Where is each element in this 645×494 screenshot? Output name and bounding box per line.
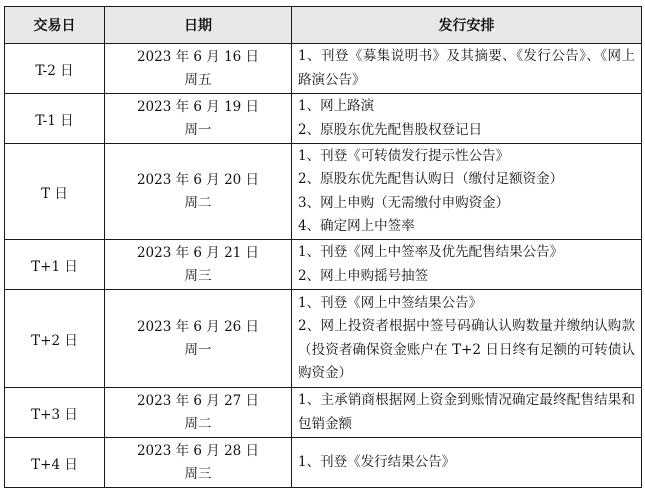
arrangement-item: 2、网上申购摇号抽签 (298, 267, 429, 284)
trading-day-cell: T+3 日 (5, 388, 105, 438)
arrangement-item: 4、确定网上中签率 (298, 218, 415, 234)
table-row (5, 44, 642, 94)
date-cell (105, 44, 292, 94)
table-row (5, 94, 642, 144)
header-date: 日期 (105, 7, 292, 44)
table-row (5, 144, 642, 240)
arrangement-item: 1、刊登《网上中签率及优先配售结果公告》 (298, 244, 564, 260)
arrangement-cell (292, 144, 642, 240)
date-text: 2023 年 6 月 19 日 (136, 98, 260, 115)
trading-day-cell: T+2 日 (5, 290, 105, 388)
table-row (5, 240, 642, 290)
weekday-text: 周三 (184, 465, 212, 482)
arrangement-item: 1、主承销商根据网上资金到账情况确定最终配售结果和包销金额 (298, 392, 635, 432)
date-cell (105, 144, 292, 240)
trading-day-cell: T-1 日 (5, 94, 105, 144)
arrangement-cell (292, 44, 642, 94)
arrangement-cell (292, 388, 642, 438)
arrangement-item: 1、刊登《可转债发行提示性公告》 (298, 147, 510, 164)
arrangement-item: 2、原股东优先配售认购日（缴付足额资金） (298, 171, 564, 187)
weekday-text: 周一 (184, 121, 212, 138)
date-text: 2023 年 6 月 27 日 (136, 392, 260, 409)
date-cell (105, 240, 292, 290)
date-text: 2023 年 6 月 28 日 (136, 442, 260, 459)
arrangement-item: 1、网上路演 (298, 98, 375, 114)
weekday-text: 周三 (184, 267, 212, 284)
trading-day-cell: T-2 日 (5, 44, 105, 94)
table-row (5, 438, 642, 488)
date-text: 2023 年 6 月 26 日 (136, 318, 260, 335)
arrangement-item: 2、网上投资者根据中签号码确认认购数量并缴纳认购款（投资者确保资金账户在 T+2 日日终有足额的可转债认购资金） (298, 318, 635, 381)
trading-day-cell: T 日 (5, 144, 105, 240)
weekday-text: 周二 (184, 415, 212, 432)
header-arrangement: 发行安排 (292, 7, 642, 44)
date-text: 2023 年 6 月 16 日 (136, 48, 260, 65)
date-text: 2023 年 6 月 20 日 (136, 171, 260, 188)
date-cell (105, 94, 292, 144)
arrangement-cell (292, 438, 642, 488)
arrangement-cell (292, 94, 642, 144)
header-row (5, 7, 642, 44)
arrangement-item: 1、刊登《募集说明书》及其摘要、《发行公告》、《网上路演公告》 (298, 48, 635, 88)
date-cell (105, 438, 292, 488)
issuance-schedule (4, 6, 641, 488)
date-cell (105, 290, 292, 388)
arrangement-item: 1、刊登《网上中签结果公告》 (298, 294, 483, 311)
date-text: 2023 年 6 月 21 日 (136, 244, 260, 261)
trading-day-cell: T+4 日 (5, 438, 105, 488)
schedule-table (4, 6, 642, 488)
table-row (5, 290, 642, 388)
weekday-text: 周五 (184, 71, 212, 88)
weekday-text: 周一 (184, 341, 212, 358)
header-trading-day: 交易日 (5, 7, 105, 44)
arrangement-cell (292, 240, 642, 290)
arrangement-item: 1、刊登《发行结果公告》 (298, 453, 456, 470)
arrangement-item: 2、原股东优先配售股权登记日 (298, 121, 483, 138)
weekday-text: 周二 (184, 194, 212, 211)
date-cell (105, 388, 292, 438)
arrangement-cell (292, 290, 642, 388)
table-row (5, 388, 642, 438)
arrangement-item: 3、网上申购（无需缴付申购资金） (298, 194, 510, 211)
trading-day-cell: T+1 日 (5, 240, 105, 290)
